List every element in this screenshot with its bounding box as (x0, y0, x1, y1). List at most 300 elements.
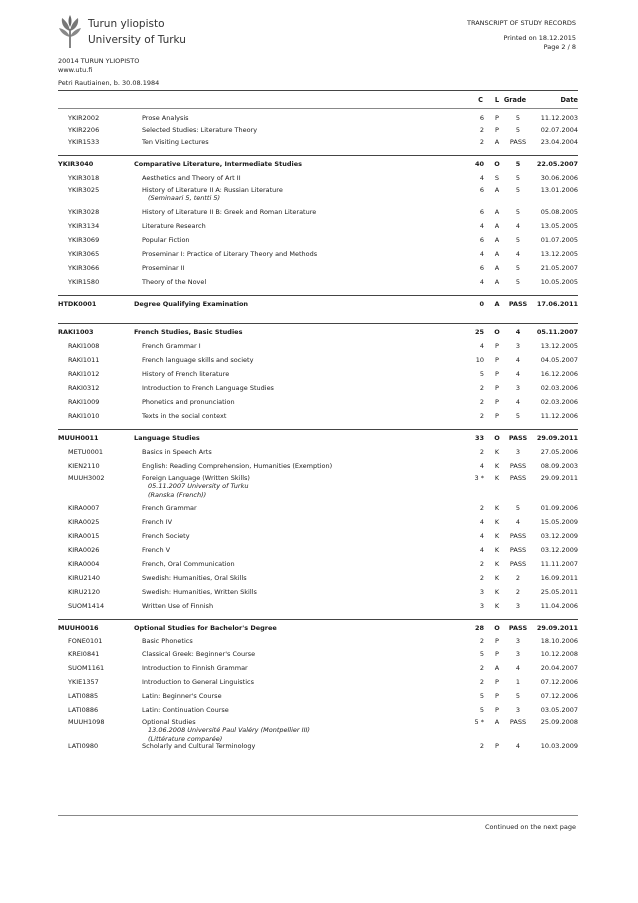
course-title: French Studies, Basic Studies (134, 328, 243, 336)
level-value: P (495, 114, 499, 122)
credits-value: 3 (479, 602, 484, 610)
date-value: 29.09.2011 (536, 624, 578, 632)
level-value: P (495, 384, 499, 392)
credits-value: 5 (479, 370, 484, 378)
level-value: A (494, 222, 500, 230)
course-code: YKIR1580 (68, 278, 100, 286)
level-value: P (495, 356, 499, 364)
credits-value: 2 (479, 138, 484, 146)
course-code: RAKI1011 (68, 356, 100, 364)
level-value: K (494, 574, 500, 582)
course-code: YKIR1533 (68, 138, 100, 146)
course-code: SUOM1414 (68, 602, 105, 610)
level-value: A (494, 264, 500, 272)
course-name (142, 588, 257, 596)
course-name (142, 664, 248, 672)
level-value: P (495, 637, 499, 645)
level-value: O (494, 434, 500, 442)
level-value: K (494, 588, 500, 596)
course-title: History of French literature (142, 370, 230, 378)
page-number: Page 2 / 8 (543, 43, 576, 51)
date-value: 07.12.2006 (540, 692, 578, 700)
credits-value: 28 (474, 624, 484, 632)
course-code: KIEN2110 (68, 462, 100, 470)
course-title: Written Use of Finnish (142, 602, 214, 610)
course-name (142, 138, 209, 146)
grade-value: 3 (515, 706, 521, 714)
date-value: 13.01.2006 (540, 186, 578, 194)
level-value: K (494, 448, 500, 456)
course-name (142, 504, 197, 512)
course-code: RAKI1008 (68, 342, 100, 350)
level-value: P (495, 342, 499, 350)
module-divider (58, 429, 578, 430)
course-name (142, 448, 212, 456)
credits-value: 4 (479, 546, 484, 554)
course-title: Proseminar I: Practice of Literary Theory and Methods (142, 250, 318, 258)
date-value: 07.12.2006 (540, 678, 578, 686)
course-name (142, 264, 185, 272)
course-code: YKIR3028 (68, 208, 100, 216)
course-code: YKIR2002 (68, 114, 100, 122)
credits-value: 6 (479, 264, 484, 272)
course-note: (Ranska (French)) (148, 491, 207, 499)
date-value: 27.05.2006 (540, 448, 578, 456)
credits-value: 2 (479, 412, 484, 420)
tree-emblem-icon (58, 15, 82, 49)
course-title: Prose Analysis (142, 114, 189, 122)
course-name (142, 356, 253, 364)
credits-value: 3 * (474, 474, 484, 482)
level-value: P (495, 692, 499, 700)
grade-value: 2 (515, 574, 521, 582)
course-name (142, 602, 213, 610)
course-code: HTDK0001 (58, 300, 97, 308)
date-value: 08.09.2003 (540, 462, 578, 470)
date-value: 02.03.2006 (540, 384, 578, 392)
course-name (142, 370, 229, 378)
course-title: Introduction to Finnish Grammar (142, 664, 248, 672)
course-code: KIRA0007 (68, 504, 100, 512)
date-value: 11.11.2007 (540, 560, 578, 568)
date-value: 13.12.2005 (540, 342, 578, 350)
level-value: P (495, 398, 499, 406)
level-value: K (494, 602, 500, 610)
course-title: Classical Greek: Beginner's Course (142, 650, 256, 658)
column-grade: Grade (503, 96, 527, 104)
website: www.utu.fi (58, 66, 93, 74)
course-code: RAKI1003 (58, 328, 94, 336)
grade-value: 5 (515, 174, 521, 182)
level-value: A (494, 278, 500, 286)
grade-value: 4 (515, 328, 521, 336)
date-value: 13.12.2005 (540, 250, 578, 258)
course-code: SUOM1161 (68, 664, 105, 672)
course-code: KIRA0025 (68, 518, 100, 526)
credits-value: 10 (475, 356, 484, 364)
course-code: LATI0885 (68, 692, 99, 700)
date-value: 13.05.2005 (540, 222, 578, 230)
credits-value: 25 (474, 328, 484, 336)
course-note: 13.06.2008 Université Paul Valéry (Montpellier III) (148, 726, 310, 734)
course-title: French V (142, 546, 171, 554)
grade-value: 5 (515, 114, 521, 122)
credits-value: 2 (479, 384, 484, 392)
course-name (142, 706, 229, 714)
course-code: METU0001 (68, 448, 103, 456)
course-code: MUUH3002 (68, 474, 105, 482)
course-name (142, 412, 226, 420)
grade-value: 3 (515, 342, 521, 350)
course-name (142, 174, 241, 182)
course-title: Language Studies (134, 434, 200, 442)
grade-value: 5 (515, 186, 521, 194)
level-value: A (494, 300, 500, 308)
level-value: P (495, 706, 499, 714)
date-value: 10.05.2005 (540, 278, 578, 286)
date-value: 05.08.2005 (540, 208, 578, 216)
date-value: 03.12.2009 (540, 546, 578, 554)
grade-value: 5 (515, 236, 521, 244)
level-value: O (494, 328, 500, 336)
course-code: YKIR3065 (68, 250, 100, 258)
grade-value: 5 (515, 208, 521, 216)
grade-value: 5 (515, 692, 521, 700)
level-value: P (495, 412, 499, 420)
level-value: A (494, 664, 500, 672)
course-title: Literature Research (142, 222, 206, 230)
level-value: A (494, 208, 500, 216)
course-name (134, 300, 248, 308)
course-title: History of Literature II B: Greek and Roman Literature (142, 208, 317, 216)
course-name (142, 462, 332, 470)
level-value: K (494, 474, 500, 482)
continued-note: Continued on the next page (484, 823, 576, 831)
course-code: KIRA0026 (68, 546, 100, 554)
credits-value: 2 (479, 664, 484, 672)
date-value: 02.07.2004 (540, 126, 578, 134)
credits-value: 4 (479, 174, 484, 182)
credits-value: 5 (479, 706, 484, 714)
credits-value: 4 (479, 532, 484, 540)
course-name (134, 434, 200, 442)
student-name: Petri Rautiainen, b. 30.08.1984 (58, 79, 160, 87)
grade-value: PASS (509, 138, 527, 146)
grade-value: 3 (515, 602, 521, 610)
course-title: Comparative Literature, Intermediate Studies (134, 160, 303, 168)
course-title: Aesthetics and Theory of Art II (142, 174, 241, 182)
course-code: KIRU2140 (68, 574, 100, 582)
course-title: Ten Visiting Lectures (142, 138, 209, 146)
course-code: KIRU2120 (68, 588, 100, 596)
level-value: A (494, 186, 500, 194)
course-title: Swedish: Humanities, Oral Skills (142, 574, 247, 582)
course-title: Basic Phonetics (142, 637, 193, 645)
document-title: TRANSCRIPT OF STUDY RECORDS (467, 19, 576, 27)
grade-value: PASS (509, 718, 527, 726)
level-value: K (494, 560, 500, 568)
level-value: O (494, 624, 500, 632)
course-name (142, 518, 172, 526)
course-code: KIRA0015 (68, 532, 100, 540)
course-title: Texts in the social context (142, 412, 227, 420)
footer-divider (58, 815, 578, 816)
course-title: Introduction to French Language Studies (142, 384, 274, 392)
course-name (142, 186, 283, 203)
date-value: 16.12.2006 (540, 370, 578, 378)
date-value: 05.11.2007 (536, 328, 578, 336)
course-code: KIRA0004 (68, 560, 100, 568)
course-code: YKIR3066 (68, 264, 100, 272)
course-name (142, 692, 222, 700)
module-divider (58, 323, 578, 324)
credits-value: 3 (479, 588, 484, 596)
course-code: YKIE1357 (68, 678, 99, 686)
course-title: French Society (142, 532, 190, 540)
level-value: O (494, 160, 500, 168)
course-name (142, 742, 255, 750)
date-value: 02.03.2006 (540, 398, 578, 406)
course-name (142, 560, 235, 568)
grade-value: 4 (515, 356, 521, 364)
grade-value: 5 (515, 126, 521, 134)
level-value: K (494, 504, 500, 512)
date-value: 17.06.2011 (536, 300, 578, 308)
course-title: Swedish: Humanities, Written Skills (142, 588, 257, 596)
date-value: 01.09.2006 (540, 504, 578, 512)
date-value: 20.04.2007 (540, 664, 578, 672)
grade-value: 5 (515, 160, 521, 168)
course-code: YKIR3018 (68, 174, 100, 182)
grade-value: 3 (515, 448, 521, 456)
postal-address: 20014 TURUN YLIOPISTO (58, 57, 140, 65)
course-code: RAKI1009 (68, 398, 100, 406)
course-note: (Littérature comparée) (148, 735, 223, 743)
course-title: Foreign Language (Written Skills) (142, 474, 250, 482)
level-value: P (495, 650, 499, 658)
date-value: 23.04.2004 (540, 138, 578, 146)
course-title: Optional Studies for Bachelor's Degree (134, 624, 277, 632)
grade-value: 4 (515, 398, 521, 406)
course-name (134, 160, 302, 168)
course-title: Degree Qualifying Examination (134, 300, 249, 308)
date-value: 21.05.2007 (540, 264, 578, 272)
course-name (134, 328, 242, 336)
course-code: YKIR3025 (68, 186, 100, 194)
grade-value: PASS (509, 474, 527, 482)
course-title: Proseminar II (142, 264, 185, 272)
course-name (142, 208, 316, 216)
level-value: S (494, 174, 500, 182)
column-credits: C (478, 96, 483, 104)
course-note: 05.11.2007 University of Turku (148, 482, 249, 490)
column-level: L (494, 96, 500, 104)
grade-value: 4 (515, 518, 521, 526)
header-divider (58, 90, 578, 91)
grade-value: 4 (515, 222, 521, 230)
course-name (142, 637, 193, 645)
column-date: Date (560, 96, 578, 104)
date-value: 10.12.2008 (540, 650, 578, 658)
course-title: Basics in Speech Arts (142, 448, 212, 456)
grade-value: 5 (515, 504, 521, 512)
course-title: Latin: Beginner's Course (142, 692, 222, 700)
credits-value: 2 (479, 742, 484, 750)
credits-value: 6 (479, 208, 484, 216)
level-value: P (495, 742, 499, 750)
date-value: 30.06.2006 (540, 174, 578, 182)
credits-value: 5 (479, 650, 484, 658)
date-value: 10.03.2009 (540, 742, 578, 750)
date-value: 22.05.2007 (536, 160, 578, 168)
course-name (142, 546, 170, 554)
course-title: French language skills and society (142, 356, 254, 364)
course-name (142, 650, 255, 658)
university-logo (58, 15, 198, 51)
grade-value: PASS (509, 560, 527, 568)
course-code: YKIR3069 (68, 236, 100, 244)
course-title: Selected Studies: Literature Theory (142, 126, 258, 134)
printed-date: Printed on 18.12.2015 (503, 34, 576, 42)
level-value: P (495, 678, 499, 686)
credits-value: 6 (479, 114, 484, 122)
credits-value: 6 (479, 186, 484, 194)
credits-value: 2 (479, 448, 484, 456)
course-name (142, 114, 189, 122)
credits-value: 40 (474, 160, 484, 168)
course-code: MUUH0011 (58, 434, 99, 442)
grade-value: 4 (515, 742, 521, 750)
course-name (142, 222, 206, 230)
date-value: 15.05.2009 (540, 518, 578, 526)
grade-value: 5 (515, 412, 521, 420)
course-name (142, 236, 190, 244)
credits-value: 5 * (474, 718, 484, 726)
level-value: A (494, 718, 500, 726)
grade-value: 4 (515, 370, 521, 378)
course-title: Popular Fiction (142, 236, 190, 244)
module-divider (58, 295, 578, 296)
course-name (142, 532, 190, 540)
course-name (142, 250, 317, 258)
course-title: Phonetics and pronunciation (142, 398, 235, 406)
credits-value: 4 (479, 342, 484, 350)
university-name-en: University of Turku (88, 34, 186, 46)
course-code: RAKI1012 (68, 370, 100, 378)
course-code: LATI0886 (68, 706, 99, 714)
grade-value: PASS (509, 532, 527, 540)
level-value: K (494, 518, 500, 526)
date-value: 29.09.2011 (540, 474, 578, 482)
course-code: KREI0841 (68, 650, 100, 658)
course-code: YKIR3040 (58, 160, 94, 168)
date-value: 03.05.2007 (540, 706, 578, 714)
grade-value: 4 (515, 664, 521, 672)
level-value: A (494, 236, 500, 244)
course-name (142, 678, 254, 686)
grade-value: 2 (515, 588, 521, 596)
course-code: FONE0101 (68, 637, 103, 645)
course-title: Scholarly and Cultural Terminology (142, 742, 256, 750)
course-title: French IV (142, 518, 173, 526)
course-code: RAKI1010 (68, 412, 100, 420)
grade-value: 1 (515, 678, 521, 686)
credits-value: 2 (479, 574, 484, 582)
course-code: MUUH1098 (68, 718, 105, 726)
course-code: YKIR3134 (68, 222, 100, 230)
credits-value: 33 (474, 434, 484, 442)
grade-value: 3 (515, 384, 521, 392)
grade-value: 5 (515, 264, 521, 272)
course-name (142, 126, 257, 134)
course-title: French Grammar (142, 504, 197, 512)
course-title: Introduction to General Linguistics (142, 678, 255, 686)
column-header-divider (58, 108, 578, 109)
course-title: Optional Studies (142, 718, 196, 726)
date-value: 29.09.2011 (536, 434, 578, 442)
grade-value: 4 (515, 250, 521, 258)
date-value: 18.10.2006 (540, 637, 578, 645)
credits-value: 4 (479, 250, 484, 258)
course-title: English: Reading Comprehension, Humanities (Exemption) (142, 462, 333, 470)
course-name (142, 398, 235, 406)
grade-value: PASS (508, 624, 528, 632)
credits-value: 2 (479, 504, 484, 512)
date-value: 03.12.2009 (540, 532, 578, 540)
level-value: K (494, 462, 500, 470)
level-value: P (495, 370, 499, 378)
date-value: 01.07.2005 (540, 236, 578, 244)
credits-value: 2 (479, 398, 484, 406)
course-name (142, 384, 274, 392)
grade-value: PASS (509, 546, 527, 554)
course-title: French Grammar I (142, 342, 201, 350)
level-value: K (494, 532, 500, 540)
credits-value: 4 (479, 518, 484, 526)
date-value: 16.09.2011 (540, 574, 578, 582)
course-code: YKIR2206 (68, 126, 100, 134)
date-value: 25.05.2011 (540, 588, 578, 596)
level-value: A (494, 138, 500, 146)
date-value: 11.12.2006 (540, 412, 578, 420)
credits-value: 2 (479, 678, 484, 686)
course-title: History of Literature II A: Russian Literature (142, 186, 283, 194)
date-value: 11.04.2006 (540, 602, 578, 610)
course-name (142, 342, 201, 350)
credits-value: 2 (479, 560, 484, 568)
credits-value: 4 (479, 222, 484, 230)
university-name-fi: Turun yliopisto (88, 18, 165, 30)
credits-value: 4 (479, 278, 484, 286)
grade-value: 3 (515, 650, 521, 658)
date-value: 25.09.2008 (540, 718, 578, 726)
course-title: French, Oral Communication (142, 560, 235, 568)
credits-value: 2 (479, 126, 484, 134)
course-name (142, 278, 206, 286)
credits-value: 0 (479, 300, 484, 308)
grade-value: 3 (515, 637, 521, 645)
level-value: A (494, 250, 500, 258)
course-code: MUUH0016 (58, 624, 99, 632)
course-code: RAKI0312 (68, 384, 100, 392)
credits-value: 2 (479, 637, 484, 645)
level-value: P (495, 126, 499, 134)
date-value: 04.05.2007 (540, 356, 578, 364)
course-note: (Seminaari 5, tentti 5) (148, 194, 221, 202)
course-name (134, 624, 277, 632)
module-divider (58, 155, 578, 156)
module-divider (58, 619, 578, 620)
